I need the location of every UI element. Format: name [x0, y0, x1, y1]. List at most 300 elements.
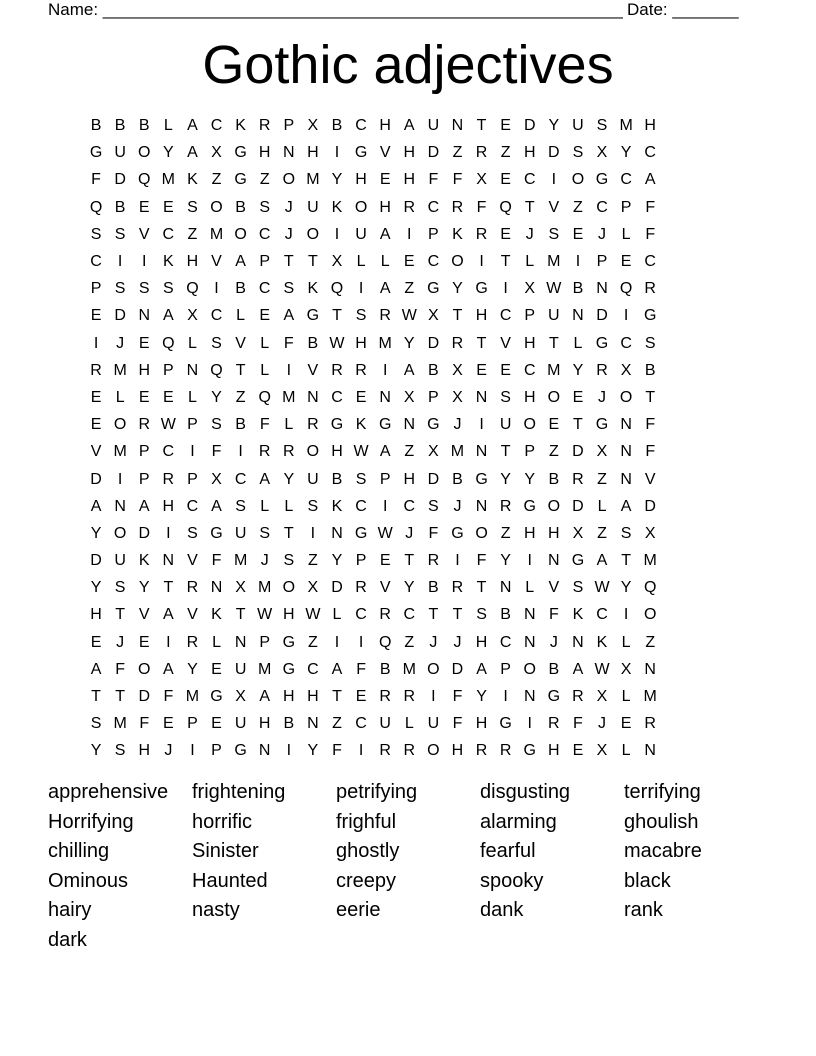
grid-letter: L — [621, 633, 631, 651]
grid-row — [84, 465, 732, 492]
grid-letter: X — [596, 688, 608, 706]
grid-letter: J — [598, 388, 607, 406]
grid-letter: F — [115, 660, 126, 678]
grid-letter: S — [114, 280, 126, 298]
grid-letter: P — [187, 470, 198, 488]
word-item: Horrifying — [48, 810, 134, 833]
grid-letter: N — [186, 361, 199, 379]
grid-row — [84, 520, 732, 547]
grid-letter: I — [358, 742, 364, 760]
grid-letter: S — [355, 307, 367, 325]
grid-letter: E — [500, 171, 511, 189]
grid-letter: C — [355, 715, 367, 733]
grid-letter: I — [310, 524, 316, 542]
grid-letter: L — [236, 307, 246, 325]
grid-letter: S — [307, 497, 319, 515]
grid-letter: N — [258, 742, 271, 760]
grid-letter: X — [620, 660, 632, 678]
grid-letter: N — [572, 633, 584, 651]
word-item: rank — [624, 899, 663, 922]
grid-letter: S — [90, 715, 102, 733]
grid-letter: R — [499, 497, 512, 515]
grid-letter: U — [499, 416, 512, 434]
grid-letter: I — [117, 470, 123, 488]
grid-letter: P — [283, 117, 295, 135]
grid-letter: N — [307, 715, 319, 733]
grid-letter: A — [162, 307, 174, 325]
grid-row — [84, 357, 732, 384]
grid-letter: P — [428, 388, 439, 406]
grid-letter: R — [355, 579, 367, 597]
grid-letter: Z — [404, 633, 415, 651]
grid-letter: R — [475, 144, 488, 162]
grid-letter: S — [572, 579, 584, 597]
grid-letter: H — [475, 715, 488, 733]
grid-letter: F — [645, 443, 656, 461]
grid-letter: C — [644, 253, 656, 271]
grid-letter: B — [379, 660, 391, 678]
grid-letter: H — [355, 334, 367, 352]
grid-letter: Q — [330, 280, 344, 298]
grid-letter: F — [428, 171, 439, 189]
grid-letter: K — [452, 225, 463, 243]
grid-letter: K — [138, 552, 150, 570]
grid-letter: T — [548, 334, 559, 352]
grid-letter: R — [379, 742, 391, 760]
grid-letter: Z — [332, 715, 342, 733]
grid-letter: K — [187, 171, 198, 189]
grid-letter: N — [596, 280, 608, 298]
grid-letter: X — [403, 388, 415, 406]
grid-letter: U — [427, 117, 440, 135]
grid-letter: I — [334, 633, 340, 651]
grid-letter: Y — [620, 579, 632, 597]
grid-letter: D — [427, 144, 440, 162]
grid-letter: I — [503, 688, 508, 706]
grid-letter: H — [403, 470, 416, 488]
grid-letter: X — [428, 443, 439, 461]
grid-letter: E — [162, 715, 174, 733]
grid-letter: E — [138, 633, 150, 651]
grid-letter: O — [475, 524, 488, 542]
grid-letter: B — [114, 198, 126, 216]
grid-letter: I — [166, 524, 171, 542]
grid-letter: D — [90, 470, 102, 488]
grid-letter: Q — [186, 280, 199, 298]
grid-letter: O — [451, 253, 464, 271]
grid-letter: L — [404, 715, 414, 733]
name-field-label: Name: _______________________________________________________ — [48, 0, 623, 19]
grid-letter: V — [500, 334, 511, 352]
grid-letter: H — [548, 742, 560, 760]
grid-letter: M — [643, 552, 657, 570]
grid-letter: P — [187, 715, 198, 733]
grid-letter: S — [644, 334, 656, 352]
grid-letter: V — [644, 470, 656, 488]
grid-letter: I — [455, 552, 460, 570]
grid-letter: U — [307, 470, 319, 488]
grid-letter: D — [138, 524, 151, 542]
grid-letter: C — [210, 117, 223, 135]
grid-letter: I — [358, 280, 364, 298]
grid-letter: V — [138, 225, 150, 243]
grid-letter: T — [476, 579, 487, 597]
grid-letter: F — [211, 443, 222, 461]
word-item: creepy — [336, 869, 397, 892]
grid-letter: Y — [307, 742, 319, 760]
grid-letter: X — [476, 171, 487, 189]
word-item: petrifying — [336, 781, 418, 803]
grid-letter: C — [403, 497, 416, 515]
grid-letter: E — [162, 388, 174, 406]
grid-letter: C — [210, 307, 223, 325]
grid-letter: I — [190, 443, 195, 461]
grid-letter: O — [643, 606, 657, 624]
grid-letter: C — [258, 225, 271, 243]
grid-letter: X — [644, 524, 656, 542]
grid-letter: Z — [500, 524, 511, 542]
grid-letter: I — [238, 443, 243, 461]
grid-letter: F — [476, 552, 487, 570]
grid-letter: Z — [573, 198, 583, 216]
grid-letter: A — [90, 660, 102, 678]
grid-letter: D — [451, 660, 464, 678]
grid-letter: R — [307, 416, 319, 434]
grid-letter: Y — [283, 470, 295, 488]
grid-letter: Z — [404, 443, 415, 461]
grid-letter: Y — [187, 660, 198, 678]
grid-letter: W — [594, 660, 610, 678]
word-item: fearful — [480, 840, 536, 863]
grid-letter: G — [475, 280, 488, 298]
grid-letter: T — [115, 606, 126, 624]
grid-letter: R — [499, 742, 512, 760]
grid-letter: H — [523, 144, 536, 162]
grid-letter: C — [499, 633, 512, 651]
grid-letter: J — [284, 225, 293, 243]
grid-letter: V — [548, 579, 560, 597]
grid-letter: C — [90, 253, 102, 271]
grid-letter: I — [286, 361, 292, 379]
grid-letter: R — [596, 361, 608, 379]
grid-letter: J — [598, 715, 607, 733]
grid-letter: Q — [89, 198, 103, 216]
grid-letter: R — [572, 688, 584, 706]
grid-letter: F — [428, 524, 439, 542]
grid-letter: E — [355, 388, 367, 406]
grid-letter: O — [113, 524, 127, 542]
grid-letter: L — [187, 334, 197, 352]
grid-letter: O — [619, 388, 633, 406]
grid-letter: B — [428, 579, 439, 597]
grid-letter: G — [234, 171, 247, 189]
grid-letter: T — [452, 606, 463, 624]
grid-letter: U — [307, 198, 319, 216]
grid-letter: R — [379, 307, 391, 325]
grid-letter: G — [210, 524, 223, 542]
grid-letter: V — [211, 253, 222, 271]
grid-letter: B — [307, 334, 319, 352]
grid-letter: S — [90, 225, 102, 243]
grid-letter: T — [573, 416, 583, 434]
grid-letter: H — [379, 117, 391, 135]
grid-letter: R — [427, 552, 440, 570]
grid-letter: N — [403, 416, 416, 434]
grid-letter: V — [187, 606, 198, 624]
grid-letter: D — [427, 470, 440, 488]
grid-letter: Q — [138, 171, 151, 189]
grid-letter: I — [551, 171, 557, 189]
grid-letter: E — [572, 225, 584, 243]
grid-letter: L — [621, 225, 631, 243]
grid-letter: E — [138, 198, 150, 216]
grid-letter: E — [548, 416, 560, 434]
grid-letter: E — [90, 633, 102, 651]
word-item: apprehensive — [48, 781, 169, 803]
word-item: nasty — [192, 899, 240, 922]
grid-letter: H — [644, 117, 656, 135]
grid-letter: H — [379, 198, 391, 216]
grid-letter: A — [331, 660, 343, 678]
grid-letter: U — [548, 307, 560, 325]
grid-letter: M — [547, 361, 561, 379]
grid-letter: H — [548, 524, 560, 542]
grid-letter: V — [138, 606, 150, 624]
word-item: frightening — [192, 781, 286, 803]
grid-letter: P — [620, 198, 632, 216]
grid-letter: Z — [645, 633, 656, 651]
grid-letter: E — [620, 715, 632, 733]
word-item: dank — [480, 899, 524, 922]
grid-letter: G — [354, 524, 368, 542]
grid-letter: V — [307, 361, 319, 379]
grid-letter: D — [548, 144, 560, 162]
grid-letter: J — [549, 633, 558, 651]
grid-letter: P — [138, 470, 150, 488]
grid-letter: S — [187, 524, 198, 542]
grid-letter: G — [234, 742, 247, 760]
grid-letter: O — [427, 742, 440, 760]
grid-row — [84, 601, 732, 628]
grid-letter: P — [90, 280, 102, 298]
grid-letter: R — [475, 225, 488, 243]
grid-letter: Q — [210, 361, 223, 379]
grid-letter: U — [234, 660, 247, 678]
grid-letter: W — [353, 443, 369, 461]
word-item: black — [624, 869, 671, 892]
grid-letter: R — [331, 361, 343, 379]
grid-letter: M — [113, 361, 127, 379]
grid-letter: G — [89, 144, 103, 162]
grid-letter: I — [527, 715, 532, 733]
grid-letter: M — [378, 334, 392, 352]
grid-row — [84, 330, 732, 357]
grid-letter: A — [379, 443, 391, 461]
word-item: eerie — [336, 899, 381, 922]
grid-letter: Z — [308, 633, 318, 651]
grid-letter: H — [475, 307, 488, 325]
grid-letter: M — [282, 388, 296, 406]
grid-letter: H — [258, 715, 271, 733]
grid-letter: P — [428, 225, 439, 243]
grid-letter: B — [138, 117, 150, 135]
grid-letter: J — [405, 524, 414, 542]
grid-letter: S — [620, 524, 632, 542]
grid-letter: E — [500, 361, 511, 379]
grid-letter: S — [259, 198, 271, 216]
grid-letter: R — [186, 579, 199, 597]
grid-row — [84, 384, 732, 411]
grid-letter: G — [354, 144, 368, 162]
grid-letter: O — [547, 497, 561, 515]
grid-letter: S — [211, 416, 222, 434]
grid-letter: G — [475, 470, 488, 488]
grid-letter: C — [620, 171, 632, 189]
grid-letter: G — [427, 416, 440, 434]
grid-letter: F — [91, 171, 101, 189]
grid-letter: L — [284, 497, 294, 515]
grid-row — [84, 710, 732, 737]
grid-letter: O — [282, 171, 296, 189]
grid-letter: R — [162, 470, 175, 488]
grid-letter: N — [523, 688, 536, 706]
grid-letter: G — [330, 416, 344, 434]
grid-letter: K — [211, 606, 222, 624]
grid-letter: N — [138, 307, 151, 325]
grid-letter: M — [209, 225, 224, 243]
grid-letter: I — [623, 307, 629, 325]
grid-letter: I — [117, 253, 123, 271]
grid-letter: P — [524, 443, 536, 461]
grid-letter: M — [450, 443, 465, 461]
grid-letter: C — [596, 606, 608, 624]
grid-letter: T — [283, 524, 294, 542]
word-item: horrific — [192, 810, 253, 833]
grid-letter: X — [211, 144, 222, 162]
grid-letter: C — [523, 171, 536, 189]
grid-letter: C — [234, 470, 247, 488]
letter-grid — [84, 112, 732, 765]
grid-letter: L — [356, 253, 366, 271]
grid-letter: S — [548, 225, 560, 243]
grid-letter: F — [332, 742, 342, 760]
grid-letter: H — [403, 144, 416, 162]
grid-letter: F — [139, 715, 150, 733]
grid-letter: R — [90, 361, 102, 379]
grid-letter: Z — [259, 171, 270, 189]
grid-letter: A — [283, 307, 295, 325]
grid-letter: F — [645, 225, 656, 243]
grid-letter: L — [525, 253, 535, 271]
grid-letter: T — [332, 688, 342, 706]
grid-letter: P — [138, 443, 150, 461]
grid-letter: Q — [258, 388, 271, 406]
grid-letter: Y — [548, 117, 560, 135]
grid-letter: D — [138, 688, 151, 706]
grid-letter: C — [162, 225, 175, 243]
grid-letter: H — [331, 443, 343, 461]
grid-letter: T — [404, 552, 415, 570]
grid-letter: R — [475, 742, 488, 760]
word-item: ghostly — [336, 840, 400, 863]
grid-letter: F — [452, 171, 463, 189]
grid-letter: L — [260, 334, 270, 352]
grid-letter: F — [452, 715, 463, 733]
grid-letter: K — [331, 497, 343, 515]
grid-letter: A — [211, 497, 222, 515]
grid-letter: X — [307, 579, 319, 597]
word-item: terrifying — [624, 781, 701, 803]
grid-letter: B — [548, 470, 560, 488]
grid-letter: F — [548, 606, 559, 624]
grid-letter: S — [259, 524, 271, 542]
grid-letter: T — [235, 361, 246, 379]
grid-letter: F — [452, 688, 463, 706]
grid-letter: J — [429, 633, 438, 651]
grid-letter: V — [379, 579, 391, 597]
grid-letter: L — [380, 253, 390, 271]
grid-letter: E — [379, 171, 391, 189]
grid-letter: X — [524, 280, 536, 298]
grid-letter: N — [548, 552, 560, 570]
grid-letter: H — [90, 606, 102, 624]
grid-letter: P — [524, 307, 536, 325]
grid-letter: S — [114, 742, 126, 760]
grid-letter: Y — [476, 688, 487, 706]
grid-letter: I — [358, 633, 364, 651]
grid-letter: T — [645, 388, 656, 406]
grid-letter: A — [403, 117, 415, 135]
grid-letter: I — [479, 253, 484, 271]
grid-letter: C — [523, 361, 536, 379]
grid-letter: G — [571, 552, 585, 570]
grid-letter: R — [258, 117, 271, 135]
word-item: Haunted — [192, 869, 268, 892]
grid-letter: N — [620, 416, 632, 434]
grid-letter: M — [258, 579, 272, 597]
grid-letter: J — [284, 198, 293, 216]
grid-letter: U — [379, 715, 391, 733]
grid-letter: P — [500, 660, 511, 678]
grid-letter: W — [329, 334, 345, 352]
grid-letter: R — [451, 334, 464, 352]
grid-letter: J — [453, 497, 462, 515]
word-item: disgusting — [480, 781, 571, 803]
word-item: macabre — [624, 840, 702, 863]
grid-letter: Y — [211, 388, 222, 406]
grid-letter: S — [114, 225, 126, 243]
grid-letter: E — [90, 307, 102, 325]
grid-letter: L — [525, 579, 535, 597]
grid-letter: S — [572, 144, 584, 162]
grid-letter: S — [235, 497, 246, 515]
grid-letter: K — [355, 416, 367, 434]
grid-letter: G — [427, 280, 440, 298]
grid-letter: A — [572, 660, 584, 678]
grid-letter: P — [379, 470, 391, 488]
grid-letter: J — [116, 633, 125, 651]
grid-row — [84, 493, 732, 520]
grid-letter: G — [523, 742, 536, 760]
grid-letter: N — [620, 470, 632, 488]
grid-letter: N — [162, 552, 175, 570]
grid-row — [84, 248, 732, 275]
grid-letter: H — [451, 742, 464, 760]
grid-letter: Z — [452, 144, 463, 162]
grid-letter: O — [306, 443, 320, 461]
grid-letter: C — [499, 307, 512, 325]
grid-letter: L — [260, 361, 270, 379]
